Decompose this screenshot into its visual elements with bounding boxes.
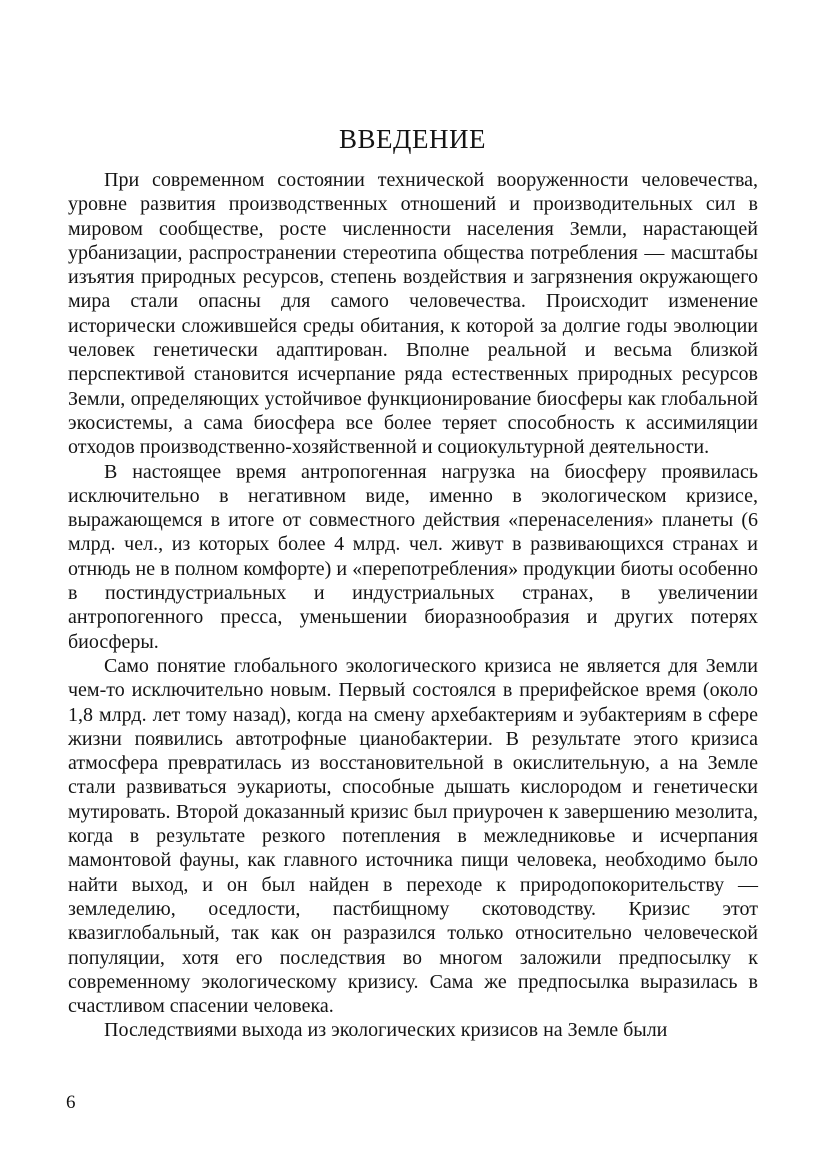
page-number: 6 xyxy=(66,1092,76,1113)
paragraph-3: Само понятие глобального экологического кризиса не является для Земли чем-то исключительно новым. Первый состоялся в прерифейское время (около 1,8 млрд. лет тому назад), когда на смену архебактериям и эубактериям в сфере жизни появились автотрофные цианобактерии. В результате этого кризиса атмосфера превратилась из восстановительной в окислительную, а на Земле стали развиваться эукариоты, способные дышать кислородом и генетически мутировать. Второй доказанный кризис был приурочен к завершению мезолита, когда в результате резкого потепления в межледниковье и исчерпания мамонтовой фауны, как главного источника пищи человека, необходимо было найти выход, и он был найден в переходе к природопокорительству — земледелию, оседлости, пастбищному скотоводству. Кризис этот квазиглобальный, так как он разразился только относительно человеческой популяции, хотя его последствия во многом заложили предпосылку к современному экологическому кризису. Сама же предпосылка выразилась в счастливом спасении человека. xyxy=(68,654,758,1018)
body-text xyxy=(68,168,758,1043)
paragraph-2: В настоящее время антропогенная нагрузка на биосферу проявилась исключительно в негативном виде, именно в экологическом кризисе, выражающемся в итоге от совместного действия «перенаселения» планеты (6 млрд. чел., из которых более 4 млрд. чел. живут в развивающихся странах и отнюдь не в полном комфорте) и «перепотребления» продукции биоты особенно в постиндустриальных и индустриальных странах, в увеличении антропогенного пресса, уменьшении биоразнообразия и других потерях биосферы. xyxy=(68,460,758,653)
paragraph-1: При современном состоянии технической вооруженности человечества, уровне развития производственных отношений и производительных сил в мировом сообществе, росте численности населения Земли, нарастающей урбанизации, распространении стереотипа общества потребления — масштабы изъятия природных ресурсов, степень воздействия и загрязнения окружающего мира стали опасны для самого человечества. Происходит изменение исторически сложившейся среды обитания, к которой за долгие годы эволюции человек генетически адаптирован. Вполне реальной и весьма близкой перспективой становится исчерпание ряда естественных природных ресурсов Земли, определяющих устойчивое функционирование биосферы как глобальной экосистемы, а сама биосфера все более теряет способность к ассимиляции отходов производственно-хозяйственной и социокультурной деятельности. xyxy=(68,169,758,459)
paragraph-4: Последствиями выхода из экологических кризисов на Земле были xyxy=(104,1019,668,1042)
chapter-title: ВВЕДЕНИЕ xyxy=(339,124,486,154)
